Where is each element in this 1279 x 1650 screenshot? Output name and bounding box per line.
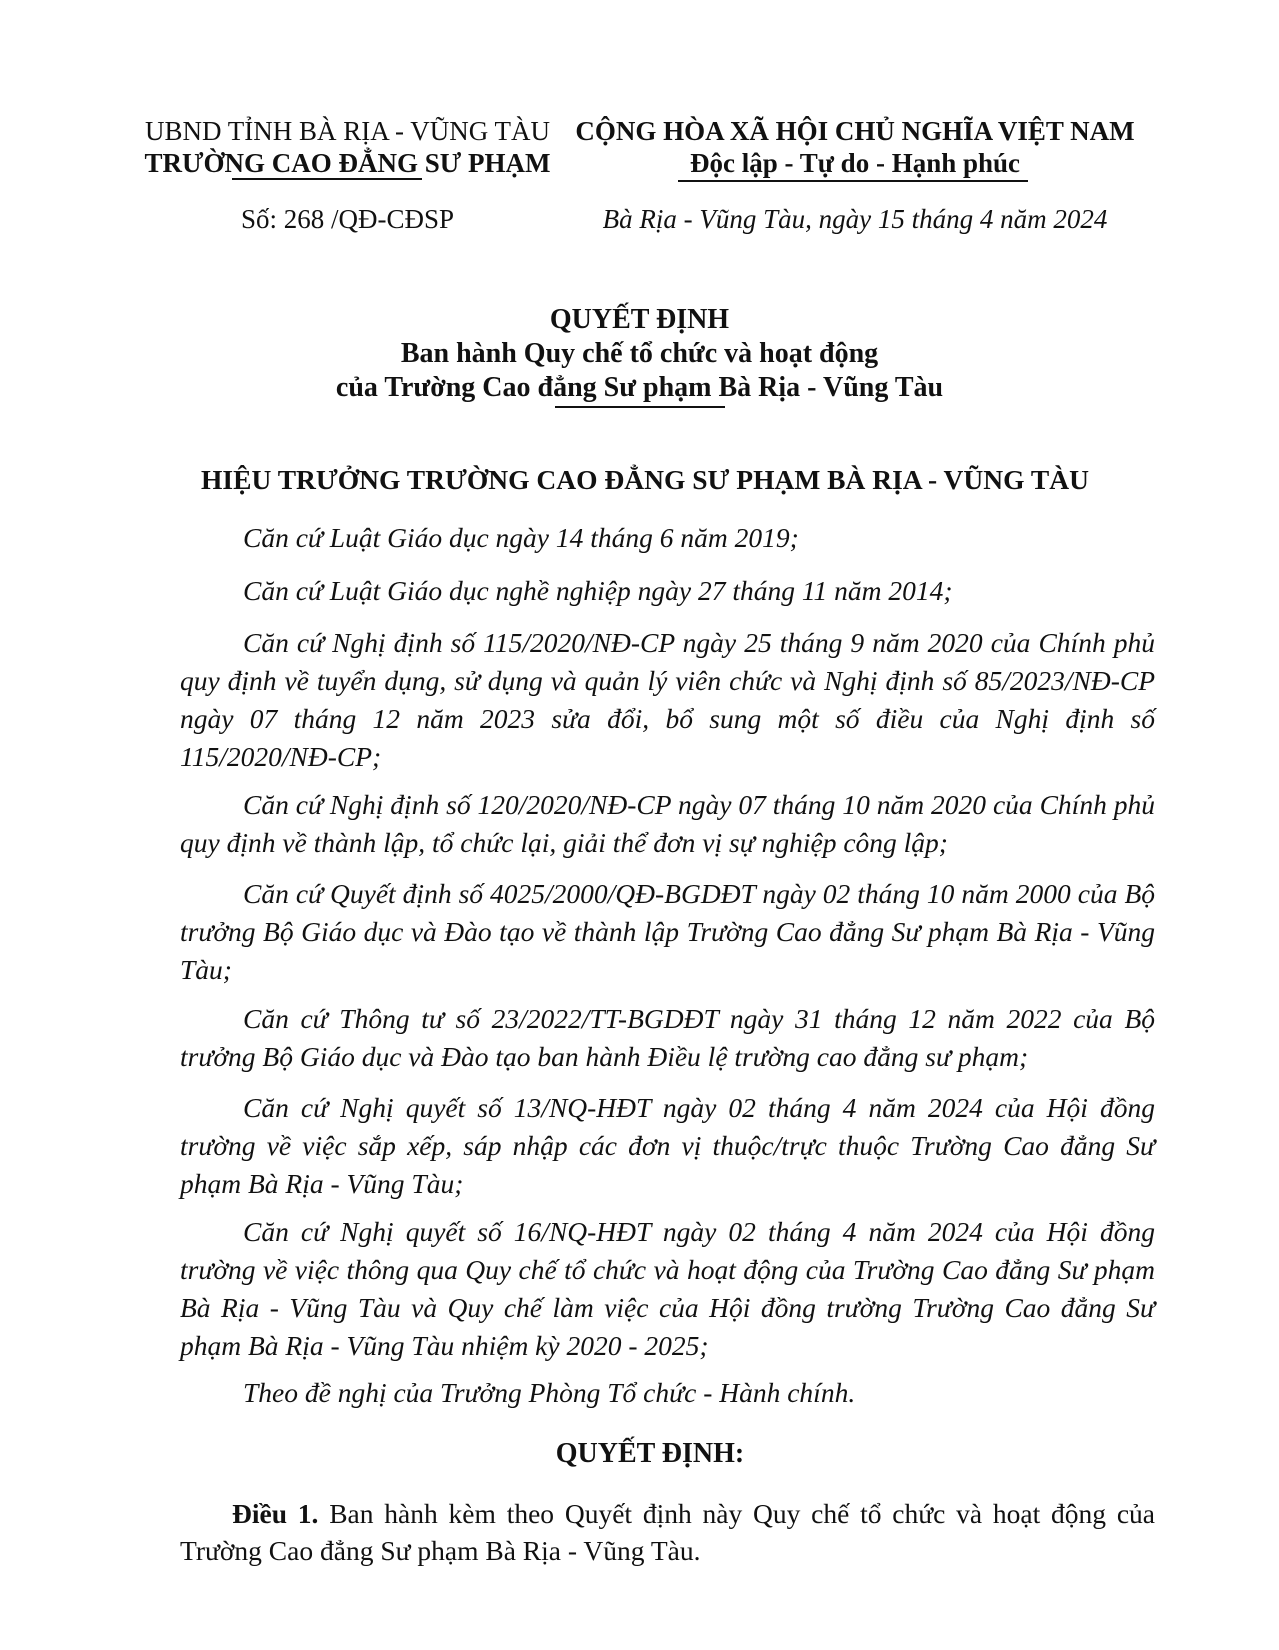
motto-underline [678,180,1028,182]
legal-basis-4: Căn cứ Nghị định số 120/2020/NĐ-CP ngày 07 tháng 10 năm 2020 của Chính phủ quy định về thành lập, tổ chức lại, giải thể đơn vị sự nghiệp công lập; [180,789,1155,858]
agency-header [140,115,555,179]
title-heading: QUYẾT ĐỊNH [549,304,730,335]
national-motto: Độc lập - Tự do - Hạnh phúc [689,148,1021,178]
article-1-label: Điều 1. [232,1498,319,1529]
national-title: CỘNG HÒA XÃ HỘI CHỦ NGHĨA VIỆT NAM [575,116,1135,146]
document-number: Số: 268 /QĐ-CĐSP [240,204,455,234]
title-subline-1: Ban hành Quy chế tổ chức và hoạt động [400,338,879,369]
decision-heading: QUYẾT ĐỊNH: [555,1438,745,1469]
legal-basis-6: Căn cứ Thông tư số 23/2022/TT-BGDĐT ngày 31 tháng 12 năm 2022 của Bộ trưởng Bộ Giáo dục và Đào tạo ban hành Điều lệ trường cao đẳng sư phạm; [180,1003,1155,1072]
title-subline-2: của Trường Cao đẳng Sư phạm Bà Rịa - Vũng Tàu [335,372,944,403]
legal-basis-1: Căn cứ Luật Giáo dục ngày 14 tháng 6 năm 2019; [243,522,799,553]
legal-basis-2: Căn cứ Luật Giáo dục nghề nghiệp ngày 27 tháng 11 năm 2014; [243,575,953,606]
decision-title [0,303,1279,405]
legal-basis-3: Căn cứ Nghị định số 115/2020/NĐ-CP ngày 25 tháng 9 năm 2020 của Chính phủ quy định về tuyển dụng, sử dụng và quản lý viên chức và Nghị định số 85/2023/NĐ-CP ngày 07 tháng 12 năm 2023 sửa đổi, bổ sung một số điều của Nghị định số 115/2020/NĐ-CP; [180,627,1155,772]
proposal-note: Theo đề nghị của Trưởng Phòng Tổ chức - Hành chính. [243,1377,856,1408]
national-header [565,115,1145,179]
legal-basis-8: Căn cứ Nghị quyết số 16/NQ-HĐT ngày 02 tháng 4 năm 2024 của Hội đồng trường về việc thông qua Quy chế tổ chức và hoạt động của Trường Cao đẳng Sư phạm Bà Rịa - Vũng Tàu và Quy chế làm việc của Hội đồng trường Trường Cao đẳng Sư phạm Bà Rịa - Vũng Tàu nhiệm kỳ 2020 - 2025; [180,1216,1155,1361]
article-1 [180,1495,1155,1569]
legal-basis-5: Căn cứ Quyết định số 4025/2000/QĐ-BGDĐT ngày 02 tháng 10 năm 2000 của Bộ trưởng Bộ Giáo dục và Đào tạo về thành lập Trường Cao đẳng Sư phạm Bà Rịa - Vũng Tàu; [180,878,1155,985]
issuing-authority: HIỆU TRƯỞNG TRƯỜNG CAO ĐẲNG SƯ PHẠM BÀ RỊA - VŨNG TÀU [201,464,1089,495]
agency-parent: UBND TỈNH BÀ RỊA - VŨNG TÀU [144,116,550,146]
article-1-text: Ban hành kèm theo Quyết định này Quy chế tổ chức và hoạt động của Trường Cao đẳng Sư phạm Bà Rịa - Vũng Tàu. [180,1498,1155,1566]
place-date: Bà Rịa - Vũng Tàu, ngày 15 tháng 4 năm 2024 [602,204,1108,234]
legal-basis-7: Căn cứ Nghị quyết số 13/NQ-HĐT ngày 02 tháng 4 năm 2024 của Hội đồng trường về việc sắp xếp, sáp nhập các đơn vị thuộc/trực thuộc Trường Cao đẳng Sư phạm Bà Rịa - Vũng Tàu; [180,1092,1155,1199]
title-underline [555,406,725,408]
agency-underline [232,178,422,180]
agency-name: TRƯỜNG CAO ĐẲNG SƯ PHẠM [144,148,551,178]
